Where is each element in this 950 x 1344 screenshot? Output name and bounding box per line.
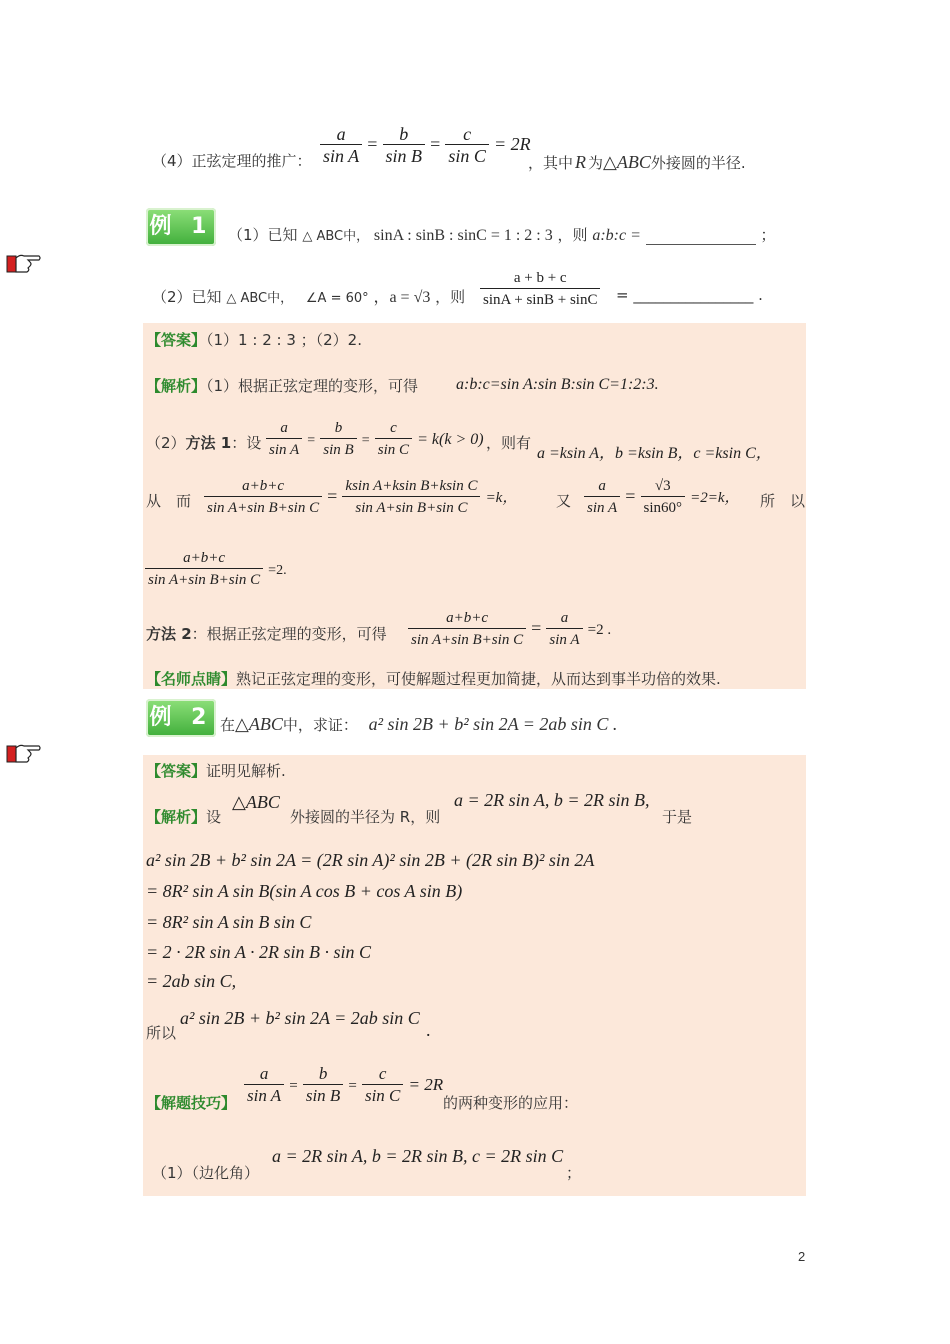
- result-fraction: $\frac{a+b+c}{\text{sin A+sin B+sin C}}$ =2.: [145, 548, 287, 591]
- analysis-1-line: 【解析】（1）根据正弦定理的变形，可得: [146, 377, 419, 395]
- technique-text: 的两种变形的应用：: [443, 1094, 579, 1112]
- method-1-then: ，则有: [486, 434, 532, 452]
- teacher-tip-line: 【名师点睛】熟记正弦定理的变形，可使解题过程更加简捷，从而达到事半功倍的效果.: [146, 670, 721, 688]
- from-label: 从 而: [146, 492, 192, 510]
- again-fraction: $\frac{a}{\text{sin A}}$ = $\frac{√3}{\sin 60^\circ}$ =2=k，: [584, 476, 740, 519]
- proof-line-2: = 8R² sin A sin B(sin A cos B + cos A sin B): [146, 881, 463, 901]
- edge-to-angle-end: ；: [566, 1164, 582, 1182]
- proof-line-5: = 2ab sin C,: [146, 971, 237, 991]
- example-1-q2-end: = ________________ .: [616, 286, 763, 304]
- proof-line-4: = 2 · 2R sin A · 2R sin B · sin C: [146, 942, 371, 962]
- analysis-2-triangle: △ABC: [232, 792, 280, 812]
- analysis-2-yushi: 于是: [662, 808, 693, 826]
- example-1-q2-fraction: $\frac{a + b + c}{\sin A + \sin B + \sin C}$: [480, 268, 600, 311]
- method-1-result: a =ksin A，b =ksin B，c =ksin C，: [537, 445, 772, 462]
- page-number: 2: [798, 1249, 806, 1264]
- intro-suffix: ，其中 R 为△ABC外接圆的半径.: [528, 152, 746, 172]
- pointing-hand-icon: [6, 250, 42, 276]
- proof-so-formula: a² sin 2B + b² sin 2A = 2ab sin C: [180, 1008, 420, 1028]
- proof-line-1: a² sin 2B + b² sin 2A = (2R sin A)² sin 2B + (2R sin B)² sin 2A: [146, 850, 595, 870]
- example-2-badge: 例 2: [146, 699, 216, 737]
- analysis-1-formula: a:b:c=sin A:sin B:sin C=1:2:3.: [456, 376, 659, 393]
- pointing-hand-icon: [6, 740, 42, 766]
- method-2-formula: $\frac{a+b+c}{\text{sin A+sin B+sin C}}$ = $\frac{a}{\text{sin A}}$ =2 .: [408, 608, 611, 651]
- method-1-prefix: （2）方法 1：设: [146, 434, 262, 452]
- answer-2-line: 【答案】证明见解析.: [146, 762, 286, 780]
- method-1-fractions: $\frac{a}{\text{sin A}}$ = $\frac{b}{\text{sin B}}$ = $\frac{c}{\text{sin C}}$ = k(k > 0): [266, 418, 484, 461]
- answer-1-line: 【答案】（1）1 : 2 : 3 ；（2）2.: [146, 331, 362, 349]
- example-1-q1: （1）已知 △ ABC中， sinA : sinB : sinC = 1 : 2 : 3 ，则 a:b:c = ；: [228, 226, 776, 244]
- proof-line-3: = 8R² sin A sin B sin C: [146, 912, 312, 932]
- technique-formula: $\frac{a}{\text{sin A}}$ = $\frac{b}{\text{sin B}}$ = $\frac{c}{\text{sin C}}$ = 2R: [244, 1064, 443, 1107]
- method-2-line: 方法 2：根据正弦定理的变形，可得: [146, 625, 387, 643]
- intro-prefix: （4）正弦定理的推广：: [152, 152, 312, 170]
- analysis-2-line: 【解析】设: [146, 808, 222, 826]
- sine-law-formula: $\frac{a}{\text{sin A}}$ = $\frac{b}{\text{sin B}}$ = $\frac{c}{\text{sin C}}$ = 2R: [320, 124, 531, 167]
- example-1-badge: 例 1: [146, 208, 216, 246]
- analysis-2-radius: 外接圆的半径为 R，则: [290, 808, 441, 826]
- technique-label: 【解题技巧】: [146, 1094, 237, 1112]
- from-fraction: $\frac{a+b+c}{\text{sin A+sin B+sin C}}$ = $\frac{\text{ksin A+ksin B+ksin C}}{\text{sin A+sin B+sin C}}$ =k，: [204, 476, 517, 519]
- again-label: 又: [556, 492, 572, 510]
- so-label: 所 以: [760, 492, 806, 510]
- analysis-2-relation: a = 2R sin A, b = 2R sin B,: [454, 790, 650, 810]
- example-2-question: 在△ABC中，求证： a² sin 2B + b² sin 2A = 2ab sin C .: [220, 714, 618, 734]
- example-1-q2-prefix: （2）已知 △ ABC中， ∠A = 60° ，a = √3 ，则: [152, 288, 466, 306]
- proof-so-label: 所以: [146, 1024, 177, 1042]
- edge-to-angle-formula: a = 2R sin A, b = 2R sin B, c = 2R sin C: [272, 1146, 564, 1166]
- proof-so-end: .: [426, 1020, 431, 1040]
- edge-to-angle-prefix: （1）（边化角）: [152, 1164, 260, 1182]
- answer-panel-2: [143, 755, 806, 1196]
